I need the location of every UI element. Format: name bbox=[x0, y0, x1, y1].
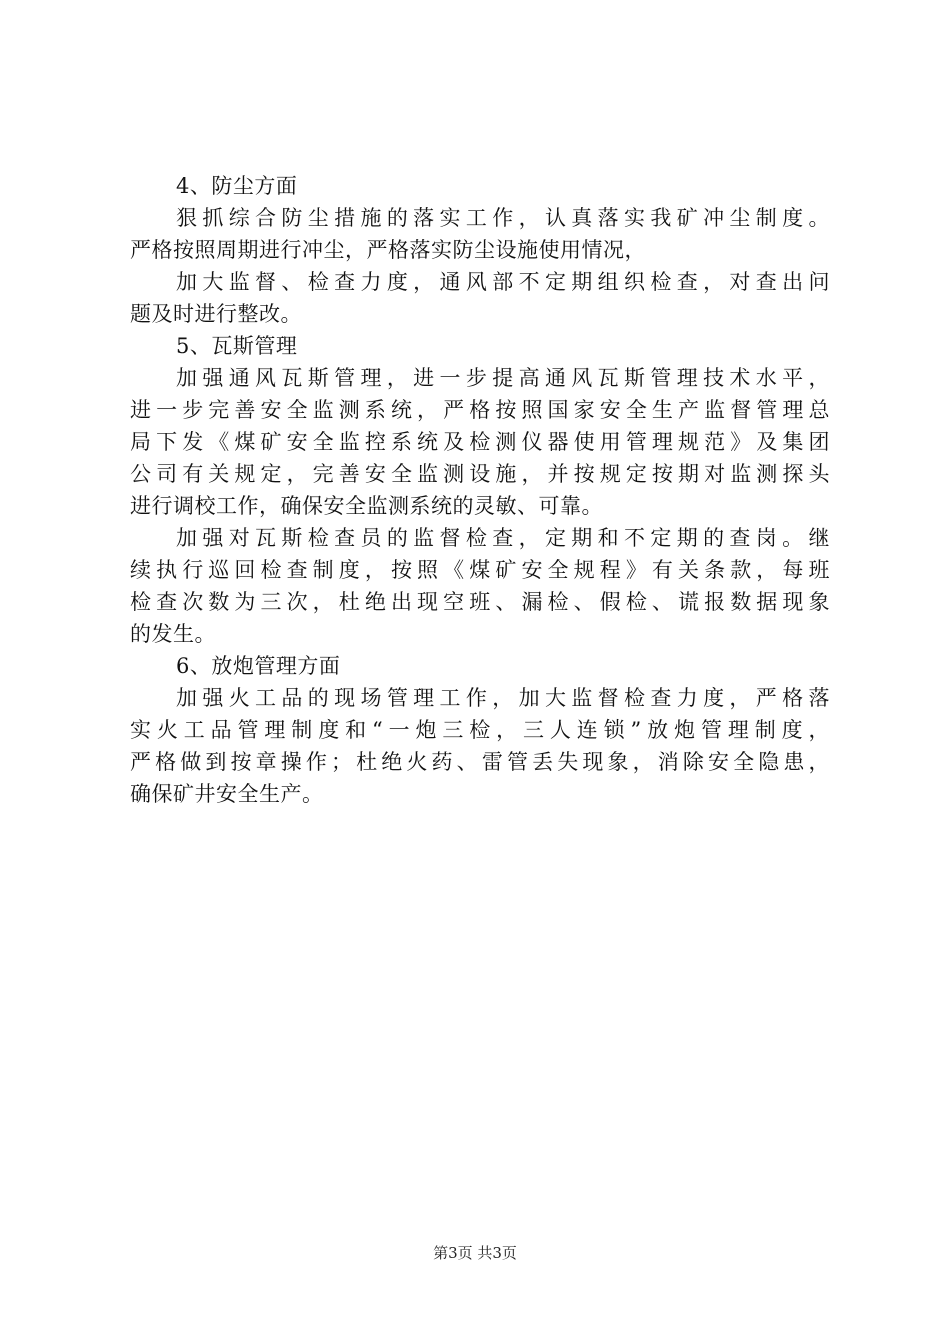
text-line: 确保矿井安全生产。 bbox=[130, 782, 324, 806]
text-line: 加强通风瓦斯管理，进一步提高通风瓦斯管理技术水平， bbox=[176, 366, 830, 390]
text-line: 严格按照周期进行冲尘，严格落实防尘设施使用情况， bbox=[130, 238, 646, 262]
text-line: 进行调校工作，确保安全监测系统的灵敏、可靠。 bbox=[130, 494, 603, 518]
text-line: 加强火工品的现场管理工作，加大监督检查力度，严格落 bbox=[176, 686, 830, 710]
text-line: 续执行巡回检查制度，按照《煤矿安全规程》有关条款，每班 bbox=[130, 558, 830, 582]
text-line: 加强对瓦斯检查员的监督检查，定期和不定期的查岗。继 bbox=[176, 526, 830, 550]
text-line: 进一步完善安全监测系统，严格按照国家安全生产监督管理总 bbox=[130, 398, 830, 422]
text-line: 公司有关规定，完善安全监测设施，并按规定按期对监测探头 bbox=[130, 462, 830, 486]
text-line: 加大监督、检查力度，通风部不定期组织检查，对查出问 bbox=[176, 270, 830, 294]
text-line: 5、瓦斯管理 bbox=[176, 334, 298, 358]
text-line: 的发生。 bbox=[130, 622, 216, 646]
text-line: 狠抓综合防尘措施的落实工作，认真落实我矿冲尘制度。 bbox=[176, 206, 830, 230]
text-line: 4、防尘方面 bbox=[176, 174, 298, 198]
text-line: 实火工品管理制度和“一炮三检，三人连锁”放炮管理制度， bbox=[130, 718, 830, 742]
text-line: 局下发《煤矿安全监控系统及检测仪器使用管理规范》及集团 bbox=[130, 430, 830, 454]
text-line: 严格做到按章操作；杜绝火药、雷管丢失现象，消除安全隐患， bbox=[130, 750, 830, 774]
text-line: 题及时进行整改。 bbox=[130, 302, 302, 326]
page-footer: 第3页 共3页 bbox=[433, 1244, 517, 1262]
text-line: 检查次数为三次，杜绝出现空班、漏检、假检、谎报数据现象 bbox=[130, 590, 830, 614]
text-line: 6、放炮管理方面 bbox=[176, 654, 341, 678]
document-body bbox=[130, 170, 830, 810]
